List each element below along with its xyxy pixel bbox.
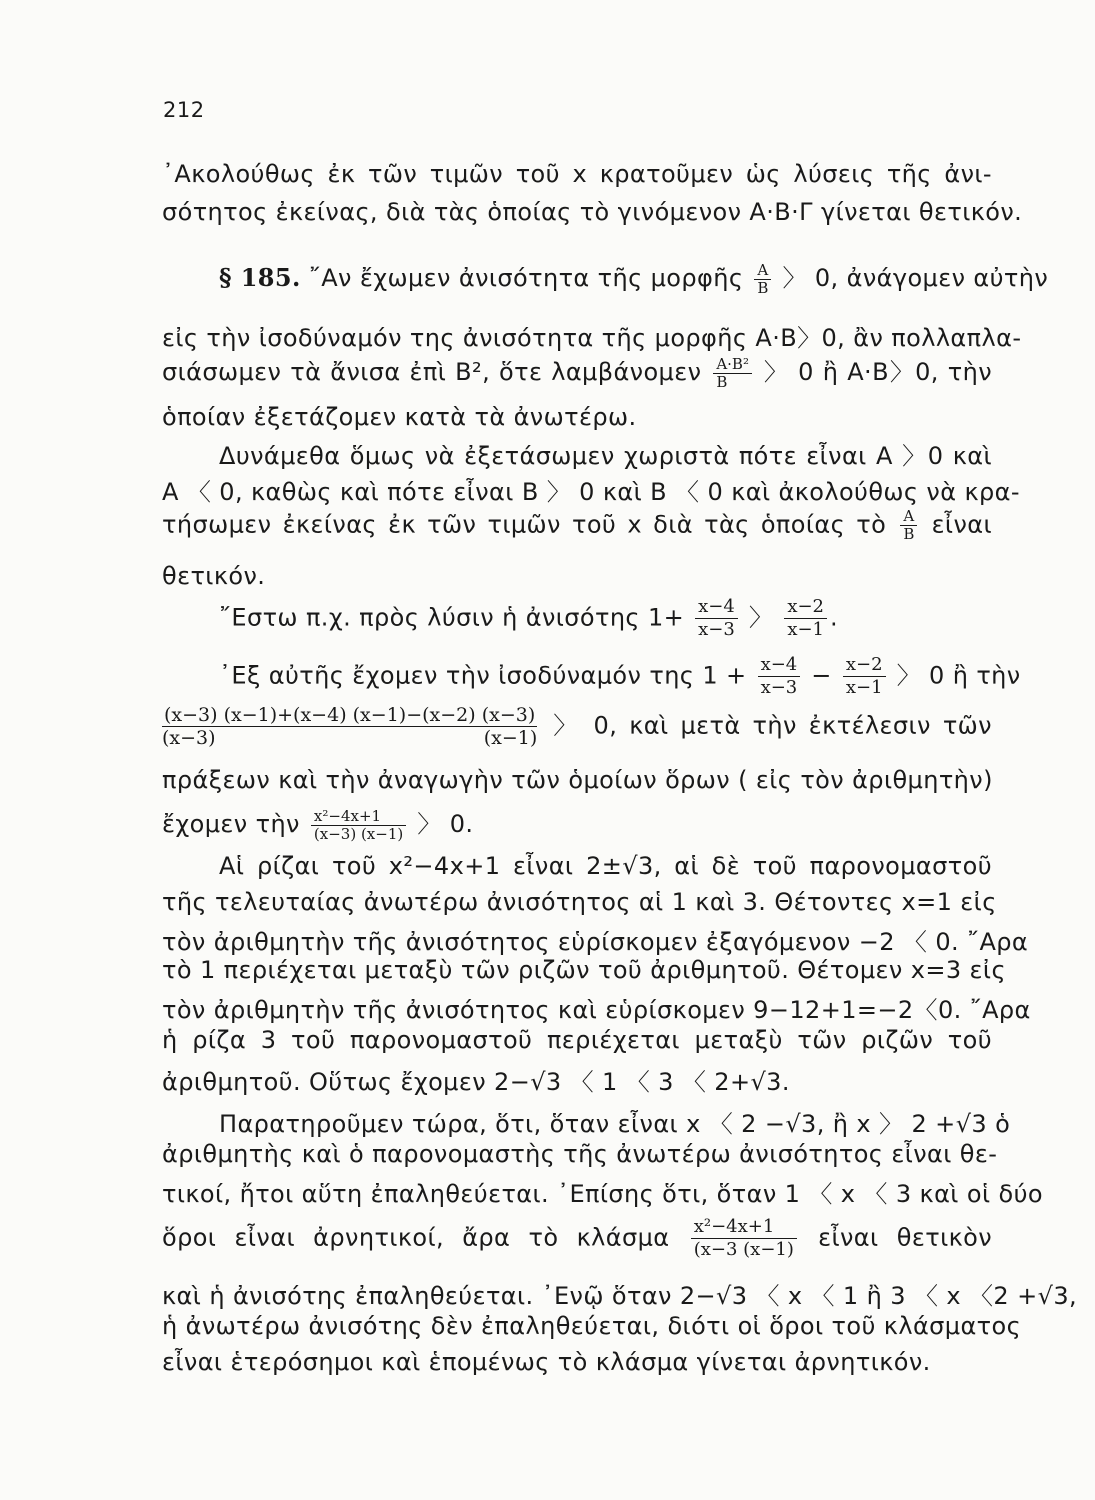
text-line-17: τῆς τελευταίας ἀνωτέρω ἀνισότητος αἱ 1 καὶ 3. Θέτοντες x=1 εἰς [162, 888, 997, 916]
line-12-part-a: ᾿Εξ αὐτῆς ἔχομεν τὴν ἰσοδύναμόν της 1 + [219, 661, 747, 690]
text-line-29: εἶναι ἑτερόσημοι καὶ ἑπομένως τὸ κλάσμα γίνεται ἀρνητικόν. [162, 1348, 931, 1376]
fraction-numerator: A [754, 262, 771, 280]
line-9-part-a: τήσωμεν ἐκείνας ἐκ τῶν τιμῶν τοῦ x διὰ τὰς ὁποίας τὸ [162, 510, 887, 539]
line-12-part-c: 〉 0 ἢ τὴν [896, 661, 1021, 690]
fraction-numerator: A [900, 508, 917, 526]
line-11-part-b: 〉 [748, 603, 774, 632]
fraction-numerator: A·B² [713, 356, 752, 374]
line-26-part-b: εἶναι θετικὸν [818, 1223, 993, 1252]
text-line-9 [162, 508, 992, 543]
text-line-1: ᾿Ακολούθως ἐκ τῶν τιμῶν τοῦ x κρατοῦμεν ὡς λύσεις τῆς ἀνι- [162, 160, 992, 188]
fraction-numerator: (x−3) (x−1)+(x−4) (x−1)−(x−2) (x−3) [164, 704, 536, 726]
line-11-part-a: ῎Εστω π.χ. πρὸς λύσιν ἡ ἀνισότης 1+ [219, 603, 685, 632]
line-13-text: 〉 0, καὶ μετὰ τὴν ἐκτέλεσιν τῶν [549, 711, 992, 740]
text-line-13 [162, 704, 992, 749]
text-line-8: A 〈 0, καθὼς καὶ πότε εἶναι B 〉 0 καὶ B 〈 0 καὶ ἀκολούθως νὰ κρα- [162, 478, 1020, 506]
fraction-denominator: B [757, 278, 769, 297]
fraction-x2-x1-2 [843, 654, 886, 699]
section-number: § 185. [219, 263, 301, 292]
fraction-a-over-b [754, 262, 771, 297]
line-3-part-a: ῎Αν ἔχωμεν ἀνισότητα τῆς μορφῆς [308, 264, 744, 292]
fraction-numerator: x−4 [695, 596, 738, 619]
fraction-denominator: x−3 [760, 677, 798, 698]
text-line-10: θετικόν. [162, 562, 266, 590]
text-line-24: ἀριθμητὴς καὶ ὁ παρονομαστὴς τῆς ἀνωτέρω ἀνισότητος εἶναι θε- [162, 1140, 998, 1168]
line-15-part-a: ἔχομεν τὴν [162, 810, 300, 838]
text-line-7: Δυνάμεθα ὅμως νὰ ἐξετάσωμεν χωριστὰ πότε εἶναι A 〉0 καὶ [219, 442, 992, 470]
text-line-15 [162, 804, 992, 843]
text-line-20: τὸν ἀριθμητὴν τῆς ἀνισότητος καὶ εὑρίσκομεν 9−12+1=−2〈0. ῎Αρα [162, 996, 1031, 1024]
text-line-16: Αἱ ρίζαι τοῦ x²−4x+1 εἶναι 2±√3, αἱ δὲ τοῦ παρονομαστοῦ [219, 852, 992, 880]
fraction-denominator: x−1 [845, 677, 883, 698]
text-line-12 [162, 654, 1021, 699]
fraction-denominator: (x−3) (x−1) [162, 727, 538, 749]
text-line-21: ἡ ρίζα 3 τοῦ παρονομαστοῦ περιέχεται μεταξὺ τῶν ριζῶν τοῦ [162, 1026, 992, 1054]
fraction-denominator: (x−3 (x−1) [693, 1239, 794, 1260]
text-line-6: ὁποίαν ἐξετάζομεν κατὰ τὰ ἀνωτέρω. [162, 403, 637, 431]
line-15-part-b: 〉 0. [417, 810, 474, 838]
text-line-2: σότητος ἐκείνας, διὰ τὰς ὁποίας τὸ γινόμενον A·B·Γ γίνεται θετικόν. [162, 198, 1023, 226]
line-26-part-a: ὅροι εἶναι ἀρνητικοί, ἄρα τὸ κλάσμα [162, 1223, 670, 1252]
line-11-part-c: . [830, 603, 839, 632]
line-5-part-b: 〉 0 ἢ A·B〉0, τὴν [763, 358, 992, 386]
fraction-quadratic-2 [691, 1216, 797, 1261]
line-12-part-b: − [811, 661, 832, 690]
fraction-denominator: B [716, 372, 728, 391]
line-9-part-b: εἶναι [931, 510, 993, 539]
text-line-19: τὸ 1 περιέχεται μεταξὺ τῶν ριζῶν τοῦ ἀριθμητοῦ. Θέτομεν x=3 εἰς [162, 956, 1006, 984]
fraction-a-over-b-2 [900, 508, 917, 543]
fraction-denominator: x−3 [698, 619, 735, 640]
page-number: 212 [163, 98, 205, 122]
text-line-26 [162, 1216, 992, 1261]
fraction-numerator: x−4 [758, 654, 801, 677]
text-line-5 [162, 352, 992, 391]
fraction-numerator: x−2 [843, 654, 886, 677]
text-line-4: εἰς τὴν ἰσοδύναμόν της ἀνισότητα τῆς μορφῆς A·B〉0, ἂν πολλαπλα- [162, 324, 1022, 352]
line-3-part-b: 〉 0, ἀνάγομεν αὐτὴν [782, 264, 1049, 292]
fraction-long-expression [162, 704, 537, 749]
fraction-ab2-over-b [713, 356, 752, 391]
fraction-denominator: x−1 [787, 619, 824, 640]
text-line-28: ἡ ἀνωτέρω ἀνισότης δὲν ἐπαληθεύεται, διότι οἱ ὅροι τοῦ κλάσματος [162, 1312, 1022, 1340]
text-line-22: ἀριθμητοῦ. Οὕτως ἔχομεν 2−√3 〈 1 〈 3 〈 2+√3. [162, 1068, 790, 1096]
line-5-part-a: σιάσωμεν τὰ ἄνισα ἐπὶ B², ὅτε λαμβάνομεν [162, 358, 702, 386]
fraction-numerator: x²−4x+1 [691, 1216, 797, 1239]
fraction-denominator: B [903, 525, 915, 543]
text-line-11 [162, 596, 992, 641]
text-line-27: καὶ ἡ ἀνισότης ἐπαληθεύεται. ᾿Ενῷ ὅταν 2−√3 〈 x 〈 1 ἢ 3 〈 x 〈2 +√3, [162, 1282, 1078, 1310]
fraction-numerator: x²−4x+1 [311, 808, 406, 826]
fraction-x4-x3-2 [758, 654, 801, 699]
text-line-18: τὸν ἀριθμητὴν τῆς ἀνισότητος εὑρίσκομεν ἐξαγόμενον −2 〈 0. ῎Αρα [162, 928, 1029, 956]
fraction-x4-x3 [695, 596, 738, 641]
text-line-23: Παρατηροῦμεν τώρα, ὅτι, ὅταν εἶναι x 〈 2 −√3, ἢ x 〉 2 +√3 ὁ [219, 1110, 1011, 1138]
fraction-numerator: x−2 [784, 596, 827, 619]
fraction-denominator: (x−3) (x−1) [313, 824, 404, 843]
text-line-14: πράξεων καὶ τὴν ἀναγωγὴν τῶν ὁμοίων ὅρων ( εἰς τὸν ἀριθμητὴν) [162, 766, 993, 794]
fraction-x2-x1 [784, 596, 827, 641]
text-line-3 [162, 258, 1049, 297]
text-line-25: τικοί, ἤτοι αὕτη ἐπαληθεύεται. ᾿Επίσης ὅτι, ὅταν 1 〈 x 〈 3 καὶ οἱ δύο [162, 1180, 1043, 1208]
fraction-quadratic [311, 808, 406, 843]
